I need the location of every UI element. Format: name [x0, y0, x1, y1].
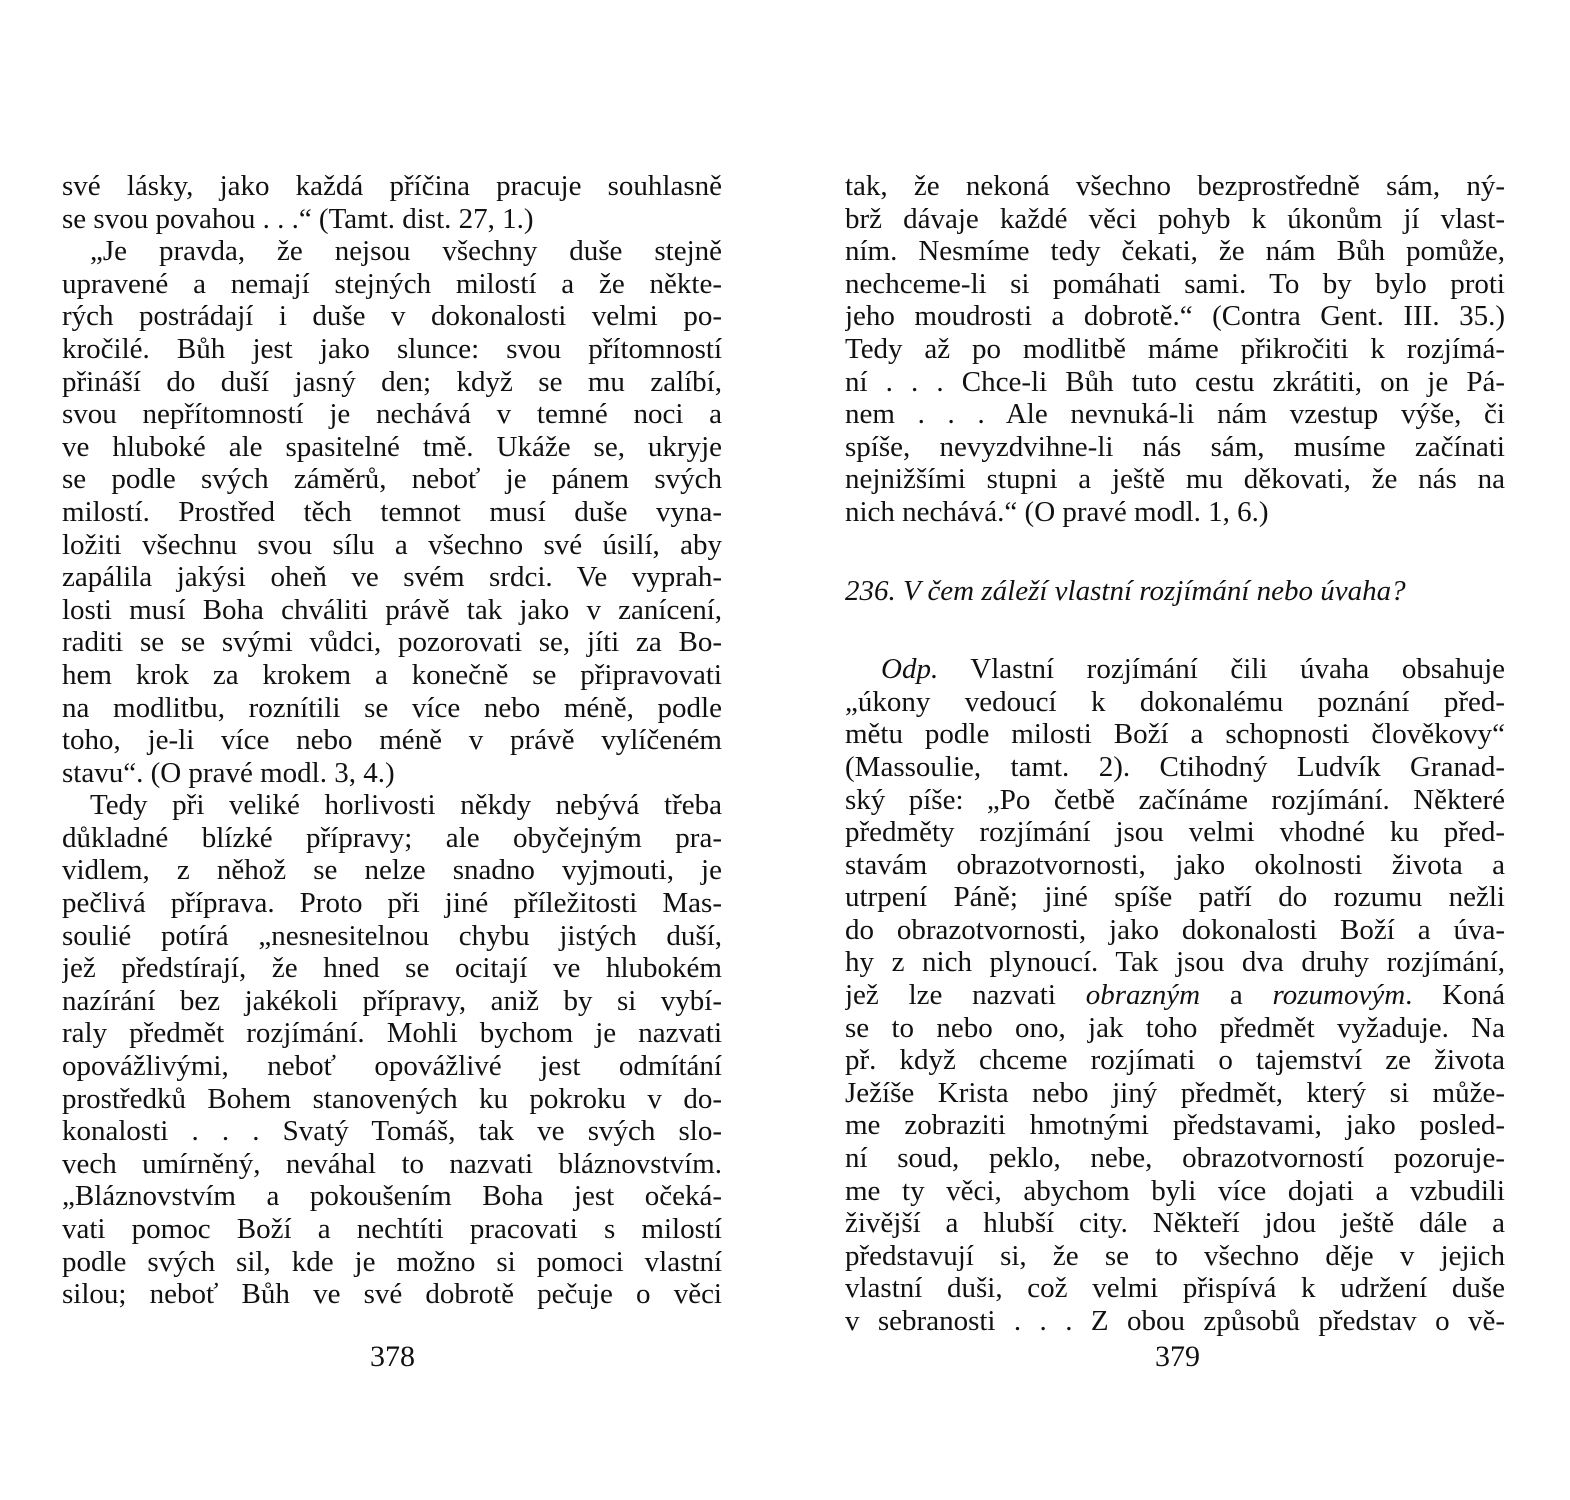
- text-line: hy z nich plynoucí. Tak jsou dva druhy rozjímání,: [845, 946, 1505, 979]
- text-line: kročilé. Bůh jest jako slunce: svou přítomností: [62, 332, 722, 365]
- text-line: ve hluboké ale spasitelné tmě. Ukáže se, ukryje: [62, 430, 722, 463]
- text-line: jež předstírají, že hned se ocitají ve hlubokém: [62, 952, 722, 985]
- text-line: „úkony vedoucí k dokonalému poznání před-: [845, 685, 1505, 718]
- text-line: opovážlivými, neboť opovážlivé jest odmítání: [62, 1050, 722, 1083]
- text-line: stavu“. (O pravé modl. 3, 4.): [62, 756, 395, 789]
- text-line: v sebranosti . . . Z obou způsobů představ o vě-: [845, 1305, 1505, 1337]
- text-line: (Massoulie, tamt. 2). Ctihodný Ludvík Granad-: [845, 750, 1505, 783]
- text-line: rých postrádají i duše v dokonalosti velmi po-: [62, 300, 722, 333]
- text-line: silou; neboť Bůh ve své dobrotě pečuje o věci: [62, 1278, 722, 1311]
- right-page: [785, 0, 1570, 1500]
- text-line: stavám obrazotvornosti, jako okolnosti života a: [845, 848, 1505, 881]
- answer-label: Odp.: [881, 653, 939, 686]
- text-line: vech umírněný, neváhal to nazvati bláznovstvím.: [62, 1147, 722, 1180]
- text-segment: . Koná: [1405, 979, 1505, 1012]
- text-line: důkladné blízké přípravy; ale obyčejným pra-: [62, 821, 722, 854]
- text-line: Tedy až po modlitbě máme přikročiti k rozjímá-: [845, 332, 1505, 365]
- page-number: 378: [370, 1340, 415, 1373]
- text-line: se to nebo ono, jak toho předmět vyžaduje. Na: [845, 1011, 1505, 1044]
- text-line: živější a hlubší city. Někteří jdou ještě dále a: [845, 1207, 1505, 1240]
- text-line: konalosti . . . Svatý Tomáš, tak ve svých slo-: [62, 1115, 722, 1148]
- text-segment: a: [1200, 979, 1273, 1012]
- text-line: prostředků Bohem stanovených ku pokroku v do-: [62, 1082, 722, 1115]
- text-line: losti musí Boha chváliti právě tak jako v zanícení,: [62, 593, 722, 626]
- text-line: tak, že nekoná všechno bezprostředně sám, ný-: [845, 170, 1505, 202]
- text-line: do obrazotvornosti, jako dokonalosti Boží a úva-: [845, 913, 1505, 946]
- text-line: zapálila jakýsi oheň ve svém srdci. Ve vyprah-: [62, 561, 722, 594]
- text-line: nazírání bez jakékoli přípravy, aniž by si vybí-: [62, 984, 722, 1017]
- right-page-text: [845, 170, 1505, 1338]
- text-line: př. když chceme rozjímati o tajemství ze života: [845, 1044, 1505, 1077]
- answer-first-line: [845, 653, 1505, 686]
- text-line: představují si, že se to všechno děje v jejich: [845, 1239, 1505, 1272]
- text-line: raly předmět rozjímání. Mohli bychom je nazvati: [62, 1017, 722, 1050]
- text-line: nejnižšími stupni a ještě mu děkovati, že nás na: [845, 463, 1505, 496]
- text-line: „Bláznovstvím a pokoušením Boha jest očeká-: [62, 1180, 722, 1213]
- text-line: nem . . . Ale nevnuká-li nám vzestup výše, či: [845, 398, 1505, 431]
- text-line: ský píše: „Po četbě začínáme rozjímání. Některé: [845, 783, 1505, 816]
- text-line: ní soud, peklo, nebe, obrazotvorností pozoruje-: [845, 1142, 1505, 1175]
- text-line: ložiti všechnu svou sílu a všechno své úsilí, aby: [62, 528, 722, 561]
- spacer: [845, 529, 1505, 575]
- text-line: se podle svých záměrů, neboť je pánem svých: [62, 463, 722, 496]
- text-line: hem krok za krokem a konečně se připravovati: [62, 658, 722, 691]
- text-line: vlastní duši, což velmi přispívá k udržení duše: [845, 1272, 1505, 1305]
- text-line: ní . . . Chce-li Bůh tuto cestu zkrátiti, on je Pá-: [845, 365, 1505, 398]
- text-line: ním. Nesmíme tedy čekati, že nám Bůh pomůže,: [845, 235, 1505, 268]
- text-line: spíše, nevyzdvihne-li nás sám, musíme začínati: [845, 430, 1505, 463]
- text-line: me ty věci, abychom byli více dojati a vzbudili: [845, 1174, 1505, 1207]
- text-line: se svou povahou . . .“ (Tamt. dist. 27, 1.): [62, 202, 534, 235]
- text-line: vidlem, z něhož se nelze snadno vyjmouti, je: [62, 854, 722, 887]
- text-line: mětu podle milosti Boží a schopnosti člověkovy“: [845, 718, 1505, 751]
- spacer: [845, 607, 1505, 653]
- text-line: nich nechává.“ (O pravé modl. 1, 6.): [845, 495, 1269, 528]
- text-line: jeho moudrosti a dobrotě.“ (Contra Gent. III. 35.): [845, 300, 1505, 333]
- text-line: vati pomoc Boží a nechtíti pracovati s milostí: [62, 1213, 722, 1245]
- answer-first-line-text: Vlastní rozjímání čili úvaha obsahuje: [938, 653, 1505, 686]
- left-page-text: [62, 170, 722, 1311]
- text-line: milostí. Prostřed těch temnot musí duše vyna-: [62, 495, 722, 528]
- text-line: na modlitbu, roznítili se více nebo méně, podle: [62, 691, 722, 724]
- text-line: me zobraziti hmotnými představami, jako posled-: [845, 1109, 1505, 1142]
- text-line: utrpení Páně; jiné spíše patří do rozumu nežli: [845, 881, 1505, 914]
- text-line: své lásky, jako každá příčina pracuje souhlasně: [62, 170, 722, 202]
- text-line: brž dávaje každé věci pohyb k úkonům jí vlast-: [845, 202, 1505, 235]
- text-line: soulié potírá „nesnesitelnou chybu jistých duší,: [62, 919, 722, 952]
- mixed-style-line: [845, 979, 1505, 1012]
- text-line: nechceme-li si pomáhati sami. To by bylo proti: [845, 267, 1505, 300]
- question-heading: 236. V čem záleží vlastní rozjímání nebo úvaha?: [845, 574, 1406, 607]
- text-line: raditi se se svými vůdci, pozorovati se, jíti za Bo-: [62, 626, 722, 659]
- text-line: toho, je-li více nebo méně v právě vylíčeném: [62, 724, 722, 757]
- text-line: přináší do duší jasný den; když se mu zalíbí,: [62, 365, 722, 398]
- text-line: pečlivá příprava. Proto při jiné příležitosti Mas-: [62, 887, 722, 920]
- page-number: 379: [1155, 1340, 1200, 1373]
- text-line: „Je pravda, že nejsou všechny duše stejně: [90, 235, 722, 268]
- text-segment: jež lze nazvati: [845, 979, 1086, 1012]
- text-line: Tedy při veliké horlivosti někdy nebývá třeba: [90, 789, 722, 822]
- italic-term-obrazny: obrazným: [1085, 979, 1201, 1012]
- text-line: upravené a nemají stejných milostí a že někte-: [62, 267, 722, 300]
- text-line: Ježíše Krista nebo jiný předmět, který si může-: [845, 1076, 1505, 1109]
- italic-term-rozumovy: rozumovým: [1272, 979, 1406, 1012]
- text-line: svou nepřítomností je nechává v temné noci a: [62, 398, 722, 431]
- text-line: podle svých sil, kde je možno si pomoci vlastní: [62, 1245, 722, 1278]
- text-line: předměty rozjímání jsou velmi vhodné ku před-: [845, 816, 1505, 849]
